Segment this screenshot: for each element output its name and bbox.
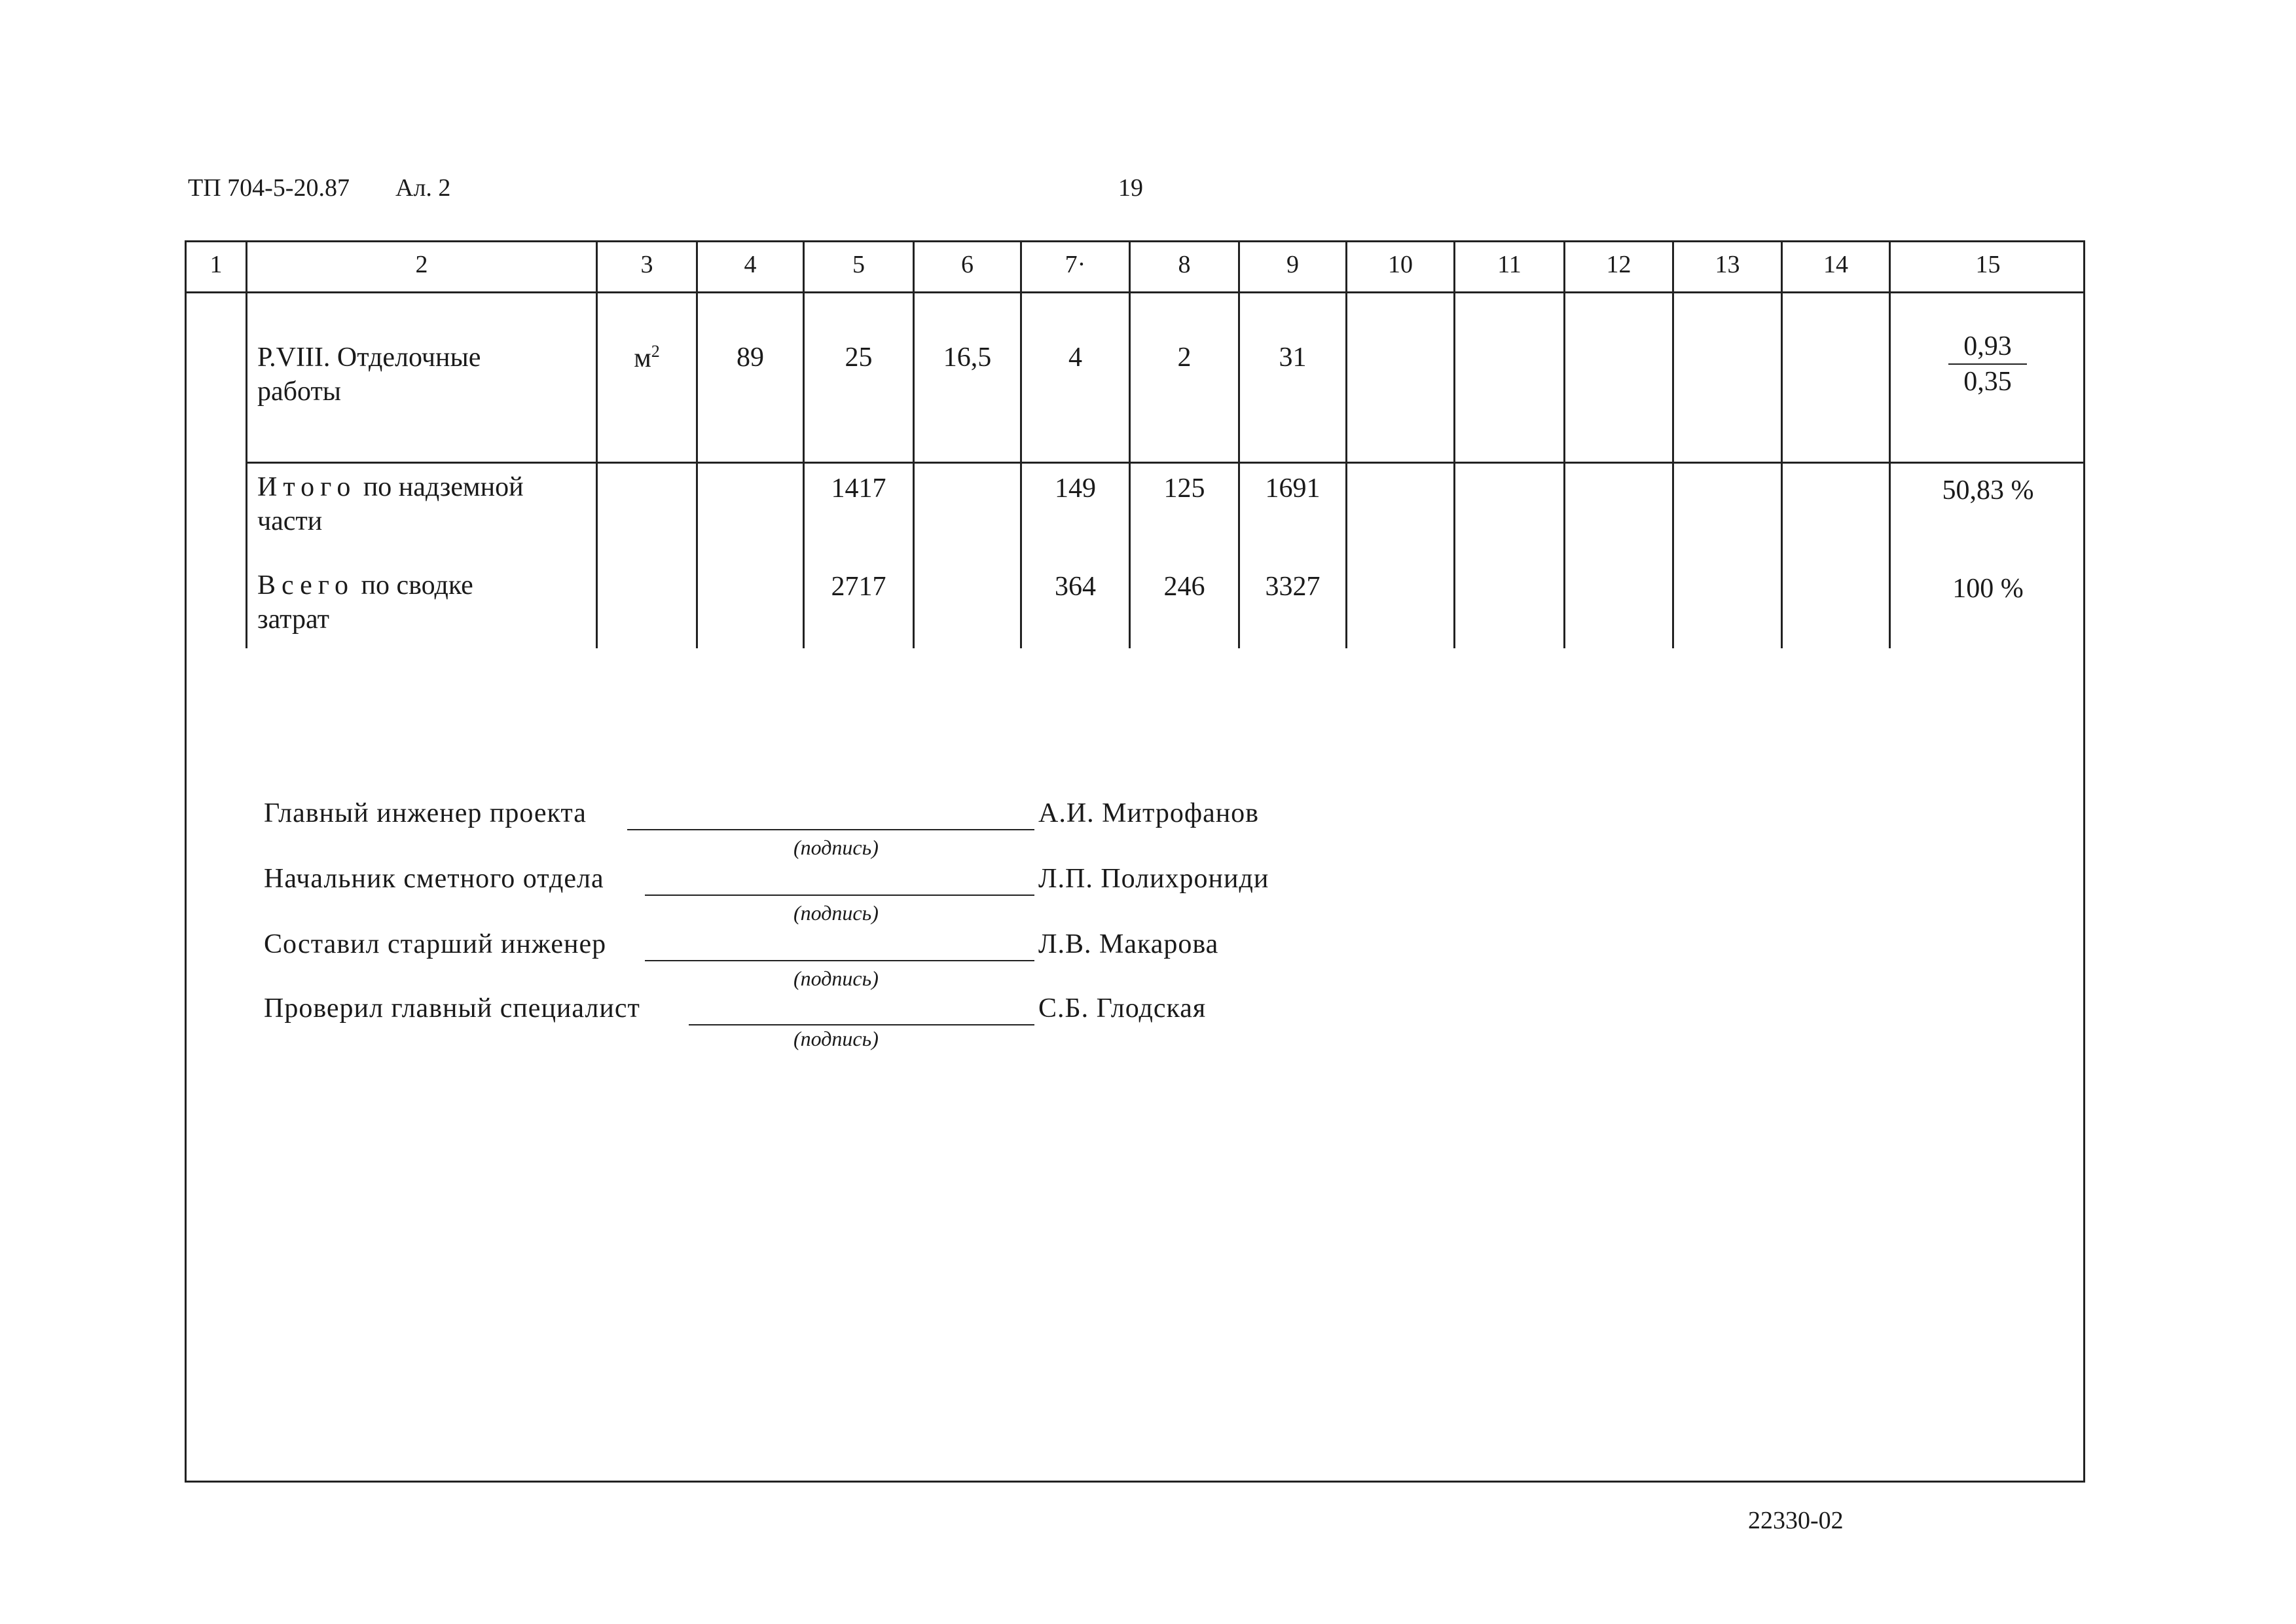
row-subtotal-c9: 1691 bbox=[1265, 473, 1321, 504]
col-line-13 bbox=[1781, 240, 1783, 648]
col-header-8: 8 bbox=[1178, 251, 1191, 278]
signature-name-chief-engineer: А.И. Митрофанов bbox=[1038, 798, 1260, 828]
order-number: 22330-02 bbox=[1748, 1507, 1844, 1534]
row-subtotal-label-line1: Итого по надземной bbox=[257, 472, 524, 502]
row-total-c5: 2717 bbox=[831, 572, 886, 602]
col-header-6: 6 bbox=[961, 251, 974, 278]
row-finishing-c15-fraction bbox=[1948, 331, 2027, 397]
row-subtotal-c7: 149 bbox=[1055, 473, 1096, 504]
row-total-label-line2: затрат bbox=[257, 604, 329, 635]
signature-role-chief-engineer: Главный инженер проекта bbox=[264, 798, 587, 828]
row-finishing-c9: 31 bbox=[1279, 342, 1307, 373]
signature-line-chief-engineer bbox=[627, 829, 1034, 830]
signature-role-checker: Проверил главный специалист bbox=[264, 993, 640, 1024]
row-subtotal-c15: 50,83 % bbox=[1942, 475, 2034, 506]
row-finishing-name-line2: работы bbox=[257, 377, 342, 407]
col-header-5: 5 bbox=[852, 251, 865, 278]
row-total-c7: 364 bbox=[1055, 572, 1096, 602]
row-finishing-c6: 16,5 bbox=[943, 342, 992, 373]
row-subtotal-c8: 125 bbox=[1163, 473, 1205, 504]
row-finishing-name-line1: Р.VIII. Отделочные bbox=[257, 342, 481, 373]
row-divider-line bbox=[246, 462, 2085, 464]
signature-role-estimate-head: Начальник сметного отдела bbox=[264, 864, 604, 894]
signature-line-checker bbox=[689, 1024, 1034, 1025]
row-finishing-c5: 25 bbox=[845, 342, 873, 373]
row-total-label-line1: Всего по сводке bbox=[257, 570, 473, 600]
row-finishing-unit: $м^2$ bbox=[634, 342, 660, 373]
row-finishing-c7: 4 bbox=[1068, 342, 1082, 373]
row-finishing-c4: 89 bbox=[737, 342, 764, 373]
signature-caption-checker: (подпись) bbox=[793, 1027, 879, 1050]
header-row-bottom-line bbox=[185, 291, 2085, 293]
signature-caption-estimate-head: (подпись) bbox=[793, 901, 879, 925]
signature-caption-chief-engineer: (подпись) bbox=[793, 836, 879, 859]
album-label: Ал. 2 bbox=[395, 174, 451, 202]
col-line-10 bbox=[1453, 240, 1455, 648]
row-subtotal-c5: 1417 bbox=[831, 473, 886, 504]
row-total-c9: 3327 bbox=[1265, 572, 1321, 602]
col-line-2 bbox=[596, 240, 598, 648]
signature-role-compiler: Составил старший инженер bbox=[264, 929, 607, 959]
row-finishing-c8: 2 bbox=[1177, 342, 1192, 373]
signature-line-estimate-head bbox=[645, 895, 1034, 896]
signature-caption-compiler: (подпись) bbox=[793, 967, 879, 990]
signature-name-compiler: Л.В. Макарова bbox=[1038, 929, 1219, 959]
col-header-1: 1 bbox=[210, 251, 223, 278]
table-frame bbox=[185, 240, 2085, 1483]
row-total-c15: 100 % bbox=[1952, 574, 2024, 604]
col-header-9: 9 bbox=[1286, 251, 1299, 278]
row-total-c8: 246 bbox=[1163, 572, 1205, 602]
col-header-11: 11 bbox=[1497, 251, 1522, 278]
signature-line-compiler bbox=[645, 960, 1034, 961]
col-header-4: 4 bbox=[744, 251, 757, 278]
signature-name-checker: С.Б. Глодская bbox=[1038, 993, 1207, 1024]
fraction-numerator: 0,93 bbox=[1948, 331, 2027, 365]
col-header-14: 14 bbox=[1823, 251, 1848, 278]
fraction-denominator: 0,35 bbox=[1963, 367, 2012, 397]
row-subtotal-label-line2: части bbox=[257, 506, 323, 536]
col-line-1 bbox=[246, 240, 247, 648]
col-header-15: 15 bbox=[1975, 251, 2001, 278]
col-header-3: 3 bbox=[640, 251, 653, 278]
col-line-9 bbox=[1345, 240, 1347, 648]
col-line-11 bbox=[1563, 240, 1565, 648]
col-header-2: 2 bbox=[415, 251, 428, 278]
col-line-3 bbox=[696, 240, 698, 648]
col-header-12: 12 bbox=[1606, 251, 1631, 278]
col-header-10: 10 bbox=[1388, 251, 1413, 278]
doc-code: ТП 704-5-20.87 bbox=[188, 174, 350, 202]
col-line-5 bbox=[913, 240, 915, 648]
col-line-12 bbox=[1672, 240, 1674, 648]
col-header-7: 7· bbox=[1065, 251, 1086, 278]
col-header-13: 13 bbox=[1715, 251, 1740, 278]
signature-name-estimate-head: Л.П. Полихрониди bbox=[1038, 864, 1269, 894]
page-number: 19 bbox=[1118, 174, 1143, 202]
